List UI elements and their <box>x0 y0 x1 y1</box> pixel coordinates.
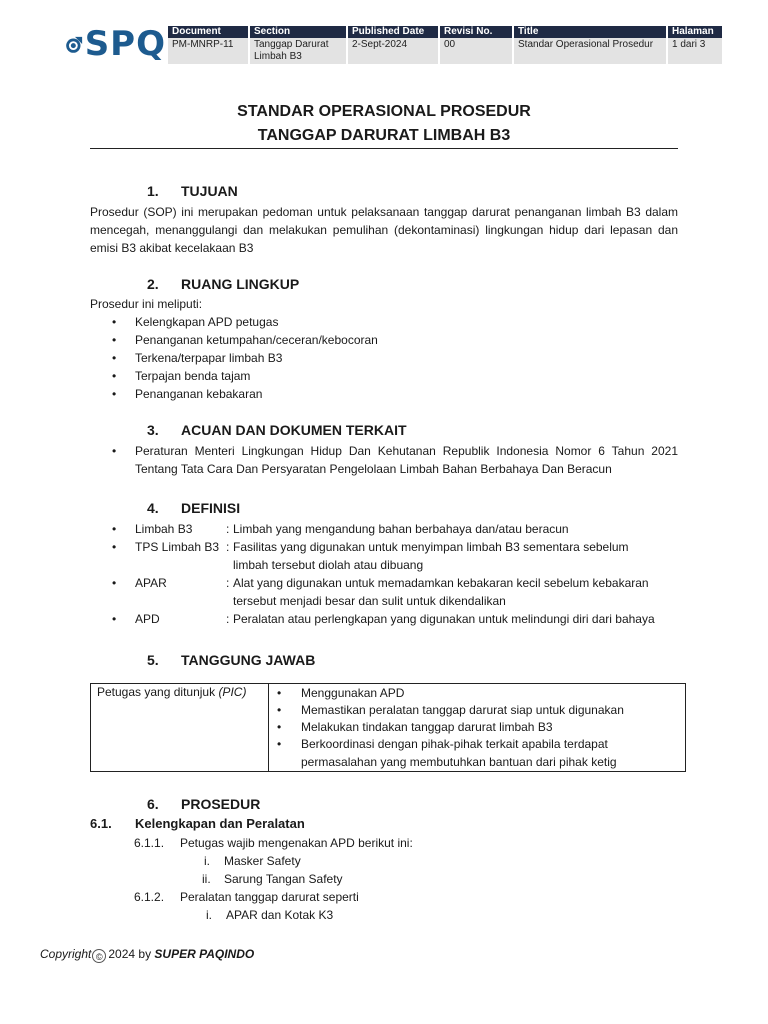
section-heading-acuan <box>147 421 407 439</box>
title-value: Standar Operasional Prosedur <box>513 38 667 64</box>
step-text: Peralatan tanggap darurat seperti <box>180 890 359 904</box>
list-item: Masker Safety <box>224 854 301 868</box>
subsection-title: Kelengkapan dan Peralatan <box>135 816 305 831</box>
section-heading-tanggung-jawab <box>147 651 315 669</box>
copyright-footer: Copyright © 2024 by SUPER PAQINDO <box>40 947 255 962</box>
document-info-value-row <box>168 38 723 64</box>
col-title: Title <box>513 26 667 38</box>
col-section: Section <box>249 26 347 38</box>
logo-text: SPQ <box>84 24 166 64</box>
definition-text-continued: tersebut menjadi besar dan sulit untuk dikendalikan <box>233 594 506 608</box>
step-text: Petugas wajib mengenakan APD berikut ini: <box>180 836 413 850</box>
roman-numeral: i. <box>204 854 210 868</box>
document-number: PM-MNRP-11 <box>168 38 249 64</box>
section-title: TANGGUNG JAWAB <box>181 652 316 668</box>
step-number: 6.1.1. <box>134 836 165 850</box>
ruang-lingkup-intro: Prosedur ini meliputi: <box>90 297 203 311</box>
list-item: APAR dan Kotak K3 <box>226 908 334 922</box>
section-title: RUANG LINGKUP <box>181 276 300 292</box>
document-info-header-row <box>168 26 723 38</box>
section-number: 2. <box>147 276 159 292</box>
section-heading-definisi <box>147 499 240 517</box>
col-published-date: Published Date <box>347 26 439 38</box>
revisi-value: 00 <box>439 38 513 64</box>
section-number: 5. <box>147 652 159 668</box>
section-title: TUJUAN <box>181 183 238 199</box>
section-number: 1. <box>147 183 159 199</box>
logo-emblem-icon <box>64 27 83 61</box>
company-logo <box>64 24 166 64</box>
copyright-icon: © <box>92 949 106 963</box>
company-name: SUPER PAQINDO <box>154 947 255 961</box>
section-number: 6. <box>147 796 159 812</box>
col-halaman: Halaman <box>667 26 723 38</box>
subsection-number: 6.1. <box>90 816 112 831</box>
list-item: Sarung Tangan Safety <box>224 872 343 886</box>
title-divider <box>90 148 678 149</box>
col-revisi: Revisi No. <box>439 26 513 38</box>
list-item: • Peraturan Menteri Lingkungan Hidup Dan Kehutanan Republik Indonesia Nomor 6 Tahun 2021 Tentang Tata Cara Dan Persyaratan Pengelolaan Limbah Bahan Berbahaya Dan Beracun <box>112 444 678 476</box>
definition-text: Peralatan atau perlengkapan yang digunakan untuk melindungi diri dari bahaya <box>233 612 655 626</box>
published-date-value: 2-Sept-2024 <box>347 38 439 64</box>
roman-numeral: ii. <box>202 872 211 886</box>
definition-text: Limbah yang mengandung bahan berbahaya dan/atau beracun <box>233 522 569 536</box>
tujuan-paragraph: Prosedur (SOP) ini merupakan pedoman untuk pelaksanaan tanggap darurat penanganan limbah B3 dalam mencegah, menanggulangi dan melakukan pemulihan (dekontaminasi) lingkungan hidup dari lepasan dan emisi B3 akibat kecelakaan B3 <box>90 205 678 255</box>
roman-numeral: i. <box>206 908 212 922</box>
section-title: PROSEDUR <box>181 796 261 812</box>
section-title: ACUAN DAN DOKUMEN TERKAIT <box>181 422 407 438</box>
table-column-divider <box>268 684 269 771</box>
document-info-table <box>168 26 724 64</box>
section-heading-prosedur <box>147 795 260 813</box>
responsibility-role: Petugas yang ditunjuk (PIC) <box>97 685 247 699</box>
section-title: DEFINISI <box>181 500 241 516</box>
document-title <box>90 100 678 148</box>
definition-text: Fasilitas yang digunakan untuk menyimpan limbah B3 sementara sebelum <box>233 540 629 554</box>
step-number: 6.1.2. <box>134 890 165 904</box>
halaman-value: 1 dari 3 <box>667 38 723 64</box>
acuan-reference: Peraturan Menteri Lingkungan Hidup Dan Kehutanan Republik Indonesia Nomor 6 Tahun 2021 Tentang Tata Cara Dan Persyaratan Pengelolaan Limbah Bahan Berbahaya Dan Beracun <box>135 444 678 476</box>
section-number: 4. <box>147 500 159 516</box>
role-abbreviation: (PIC) <box>218 685 247 699</box>
definition-term: APAR <box>135 576 167 590</box>
section-heading-ruang-lingkup <box>147 275 299 293</box>
definition-term: TPS Limbah B3 <box>135 540 220 554</box>
document-title-line-2: TANGGAP DARURAT LIMBAH B3 <box>257 127 511 144</box>
section-heading-tujuan <box>147 182 238 200</box>
definition-text: Alat yang digunakan untuk memadamkan kebakaran kecil sebelum kebakaran <box>233 576 649 590</box>
definition-term: APD <box>135 612 160 626</box>
section-number: 3. <box>147 422 159 438</box>
definition-term: Limbah B3 <box>135 522 193 536</box>
responsibility-table: Petugas yang ditunjuk (PIC) • Menggunakan APD • Memastikan peralatan tanggap darurat siap untuk digunakan • Melakukan tindakan tanggap darurat limbah B3 • Berkoordinasi dengan pihak-pihak terkait apabila terdapat permasalahan yang membutuhkan bantuan dari pihak ketig <box>90 683 686 772</box>
col-document: Document <box>168 26 249 38</box>
document-title-line-1: STANDAR OPERASIONAL PROSEDUR <box>237 103 531 120</box>
section-value: Tanggap Darurat Limbah B3 <box>249 38 347 64</box>
definition-text-continued: limbah tersebut diolah atau dibuang <box>233 558 424 572</box>
